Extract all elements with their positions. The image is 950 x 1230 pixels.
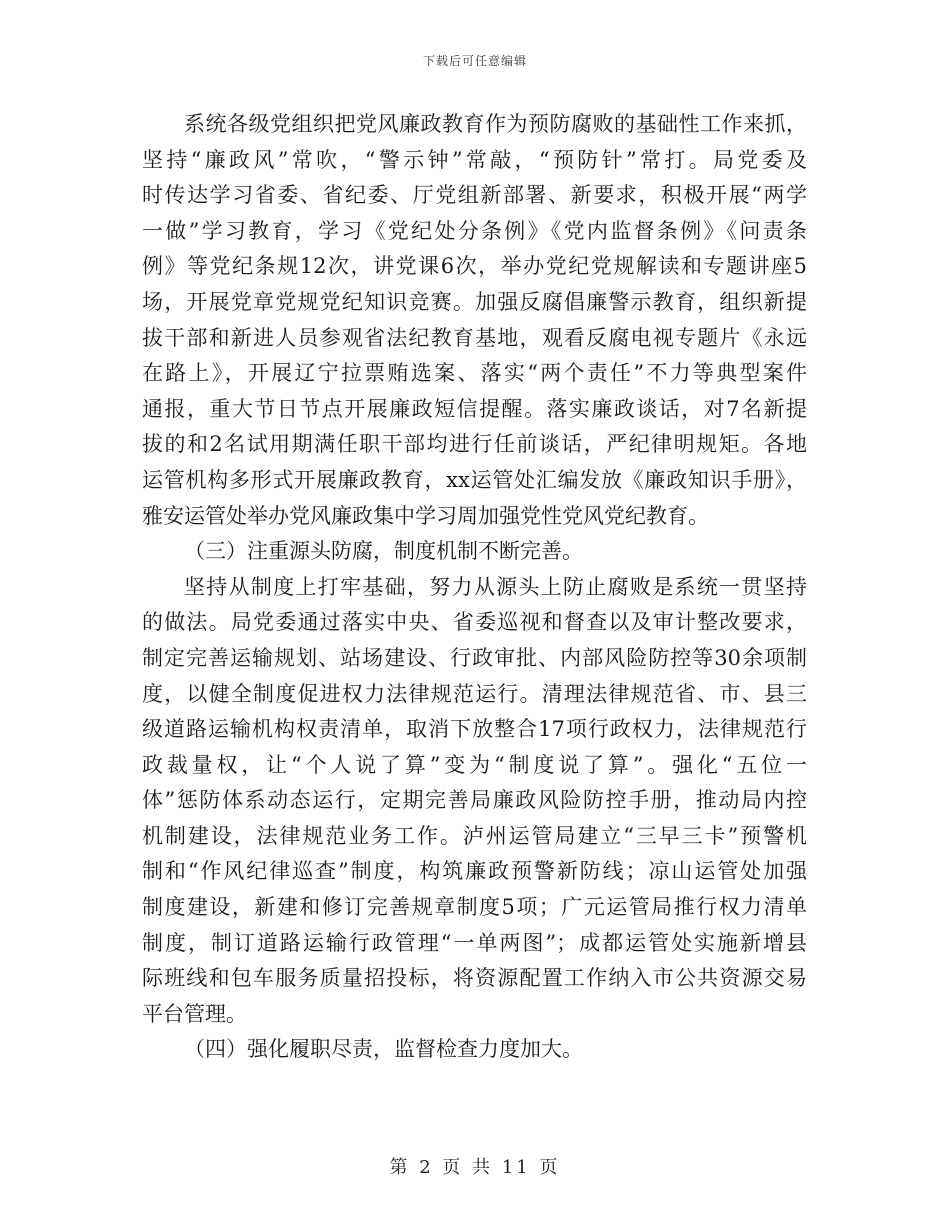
section-heading-3: （三）注重源头防腐，制度机制不断完善。 xyxy=(184,539,583,564)
paragraph-2 xyxy=(142,570,807,1033)
text-line: 制度，制订道路运输行政管理“一单两图”；成都运管处实施新增县 xyxy=(142,930,807,955)
text-line: 坚持从制度上打牢基础，努力从源头上防止腐败是系统一贯坚持 xyxy=(184,574,807,599)
text-line: 例》等党纪条规12次，讲党课6次，举办党纪党规解读和专题讲座5 xyxy=(142,254,807,279)
text-line: 制和“作风纪律巡查”制度，构筑廉政预警新防线；凉山运管处加强 xyxy=(142,859,807,884)
header-note: 下载后可任意编辑 xyxy=(422,54,527,68)
text-line: 度，以健全制度促进权力法律规范运行。清理法律规范省、市、县三 xyxy=(142,681,807,706)
text-line: 级道路运输机构权责清单，取消下放整合17项行政权力，法律规范行 xyxy=(142,717,807,742)
page-number: 第 2 页 共 11 页 xyxy=(389,1157,561,1178)
text-line: 运管机构多形式开展廉政教育，xx运管处汇编发放《廉政知识手册》， xyxy=(142,467,807,492)
text-line: 机制建设，法律规范业务工作。泸州运管局建立“三早三卡”预警机 xyxy=(142,823,807,848)
text-line: 坚持“廉政风”常吹，“警示钟”常敲，“预防针”常打。局党委及 xyxy=(142,147,807,172)
text-line: 场，开展党章党规党纪知识竞赛。加强反腐倡廉警示教育，组织新提 xyxy=(142,289,807,314)
text-line: 雅安运管处举办党风廉政集中学习周加强党性党风党纪教育。 xyxy=(142,503,709,528)
text-line: 在路上》，开展辽宁拉票贿选案、落实“两个责任”不力等典型案件 xyxy=(142,361,807,386)
text-line: 制度建设，新建和修订完善规章制度5项；广元运管局推行权力清单 xyxy=(142,895,807,920)
text-line: 时传达学习省委、省纪委、厅党组新部署、新要求，积极开展“两学 xyxy=(142,183,807,208)
text-line: 体”惩防体系动态运行，定期完善局廉政风险防控手册，推动局内控 xyxy=(142,788,807,813)
text-line: 政裁量权，让“个人说了算”变为“制度说了算”。强化“五位一 xyxy=(142,752,807,777)
text-line: 拔干部和新进人员参观省法纪教育基地，观看反腐电视专题片《永远 xyxy=(142,325,807,350)
text-line: 平台管理。 xyxy=(142,1001,247,1026)
document-body xyxy=(142,107,807,1068)
text-line: 系统各级党组织把党风廉政教育作为预防腐败的基础性工作来抓， xyxy=(184,112,807,136)
text-line: 通报，重大节日节点开展廉政短信提醒。落实廉政谈话，对7名新提 xyxy=(142,396,807,421)
paragraph-1 xyxy=(142,107,807,534)
text-line: 际班线和包车服务质量招投标，将资源配置工作纳入市公共资源交易 xyxy=(142,966,807,991)
text-line: 拔的和2名试用期满任职干部均进行任前谈话，严纪律明规矩。各地 xyxy=(142,432,807,457)
section-heading-4: （四）强化履职尽责，监督检查力度加大。 xyxy=(184,1037,583,1062)
text-line: 一做”学习教育，学习《党纪处分条例》《党内监督条例》《问责条 xyxy=(142,218,807,243)
text-line: 的做法。局党委通过落实中央、省委巡视和督查以及审计整改要求， xyxy=(142,610,807,635)
text-line: 制定完善运输规划、站场建设、行政审批、内部风险防控等30余项制 xyxy=(142,645,807,670)
